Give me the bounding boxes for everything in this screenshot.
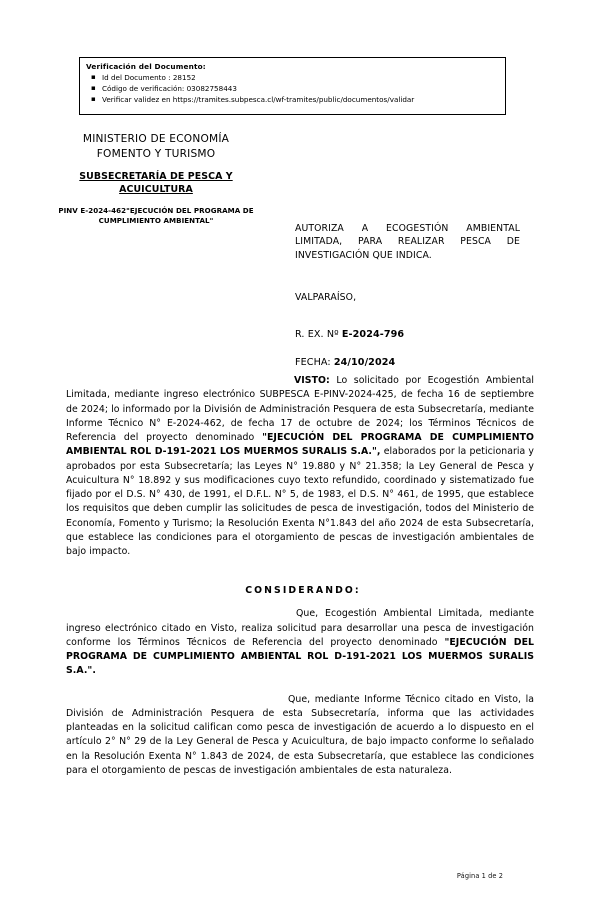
resolution-number-value: E-2024-796 — [341, 329, 405, 341]
visto-paragraph — [66, 374, 534, 559]
considerando1-project-name: "EJECUCIÓN DEL PROGRAMA DE CUMPLIMIENTO AMBIENTAL ROL D-191-2021 LOS MUERMOS SURALIS S.A.". — [66, 636, 535, 677]
verification-item-text: Verificar validez en https://tramites.subpesca.cl/wf-tramites/public/documentos/validar — [102, 95, 415, 104]
verification-item-code — [91, 83, 505, 94]
bullet-icon: ▪ — [91, 72, 96, 81]
document-body — [66, 374, 534, 778]
ministry-name-line2: FOMENTO Y TURISMO — [96, 147, 216, 160]
verification-item-url — [91, 94, 505, 105]
pinv-reference-line2: CUMPLIMIENTO AMBIENTAL" — [98, 215, 214, 225]
subsecretaria-name-line2: ACUICULTURA — [119, 184, 193, 195]
considerando2-text: Que, mediante Informe Técnico citado en Visto, la División de Administración Pesquera de esta Subsecretaría, informa que las actividades planteadas en la solicitud califican como pesca de investigación de acuerdo a lo dispuesto en el artículo 2° N° 29 de la Ley General de Pesca y Acuicultura, de bajo impacto conforme lo señalado en la Resolución Exenta N° 1.843 de 2024, de esta Subsecretaría, que establece las condiciones para el otorgamiento de pescas de investigación ambientales de esta naturaleza. — [66, 693, 534, 776]
pinv-reference-line1: PINV E-2024-462"EJECUCIÓN DEL PROGRAMA DE — [58, 206, 254, 215]
letterhead-right — [295, 222, 520, 368]
verification-item-text: Id del Documento : 28152 — [102, 73, 196, 82]
visto-label: VISTO: — [294, 375, 330, 386]
considerando1-text: Que, Ecogestión Ambiental Limitada, mediante ingreso electrónico citado en Visto, realiza solicitud para desarrollar una pesca de investigación conforme los Términos Técnicos de Referencia del proyecto denominado — [66, 608, 534, 648]
authorization-subject: AUTORIZA A ECOGESTIÓN AMBIENTAL LIMITADA, PARA REALIZAR PESCA DE INVESTIGACIÓN QUE INDICA. — [295, 223, 520, 261]
resolution-number-line — [295, 329, 520, 340]
page-footer: Página 1 de 2 — [456, 872, 504, 880]
considerando-heading: CONSIDERANDO: — [245, 585, 361, 597]
visto-project-name: "EJECUCIÓN DEL PROGRAMA DE CUMPLIMIENTO AMBIENTAL ROL D-191-2021 LOS MUERMOS SURALIS S.A.", — [66, 432, 534, 458]
date-label: FECHA: — [295, 357, 334, 369]
considerando-paragraph-1 — [66, 607, 534, 678]
verification-title: Verificación del Documento: — [86, 62, 206, 71]
considerando-paragraph-2 — [66, 693, 534, 779]
ministry-name-line1: MINISTERIO DE ECONOMÍA — [82, 133, 230, 145]
bullet-icon: ▪ — [91, 94, 96, 103]
paragraph-spacer — [66, 679, 534, 693]
subsecretaria-name-line1: SUBSECRETARÍA DE PESCA Y — [79, 171, 233, 182]
verification-list — [80, 72, 505, 105]
document-verification-box — [79, 57, 506, 115]
verification-item-document-id — [91, 72, 505, 83]
resolution-date-line — [295, 357, 520, 368]
bullet-icon: ▪ — [91, 83, 96, 92]
date-value: 24/10/2024 — [333, 357, 396, 369]
resolution-label: R. EX. Nº — [295, 329, 342, 341]
letterhead-left — [28, 132, 284, 225]
visto-text-part2: elaborados por la peticionaria y aprobados por esta Subsecretaría; las Leyes N° 19.880 y N° 21.358; la Ley General de Pesca y Acuicultura N° 18.892 y sus modificaciones cuyo texto refundido, coordinado y sistematizado fue fijado por el D.S. N° 430, de 1991, el D.F.L. N° 5, de 1983, el D.S. N° 461, de 1995, que establece los requisitos que deben cumplir las solicitudes de pesca de investigación, todos del Ministerio de Economía, Fomento y Turismo; la Resolución Exenta N°1.843 del año 2024 de esta Subsecretaría, que establece las condiciones para el otorgamiento de pescas de investigación ambientales de bajo impacto. — [66, 446, 534, 557]
verification-item-text: Código de verificación: 03082758443 — [102, 84, 237, 93]
visto-text-part1: Lo solicitado por Ecogestión Ambiental Limitada, mediante ingreso electrónico SUBPESCA E-PINV-2024-425, de fecha 16 de septiembre de 2024; lo informado por la División de Administración Pesquera de esta Subsecretaría, mediante Informe Técnico N° E-2024-462, de fecha 17 de octubre de 2024; los Términos Técnicos de Referencia del proyecto denominado — [66, 375, 534, 443]
city-line: VALPARAÍSO, — [295, 292, 357, 304]
